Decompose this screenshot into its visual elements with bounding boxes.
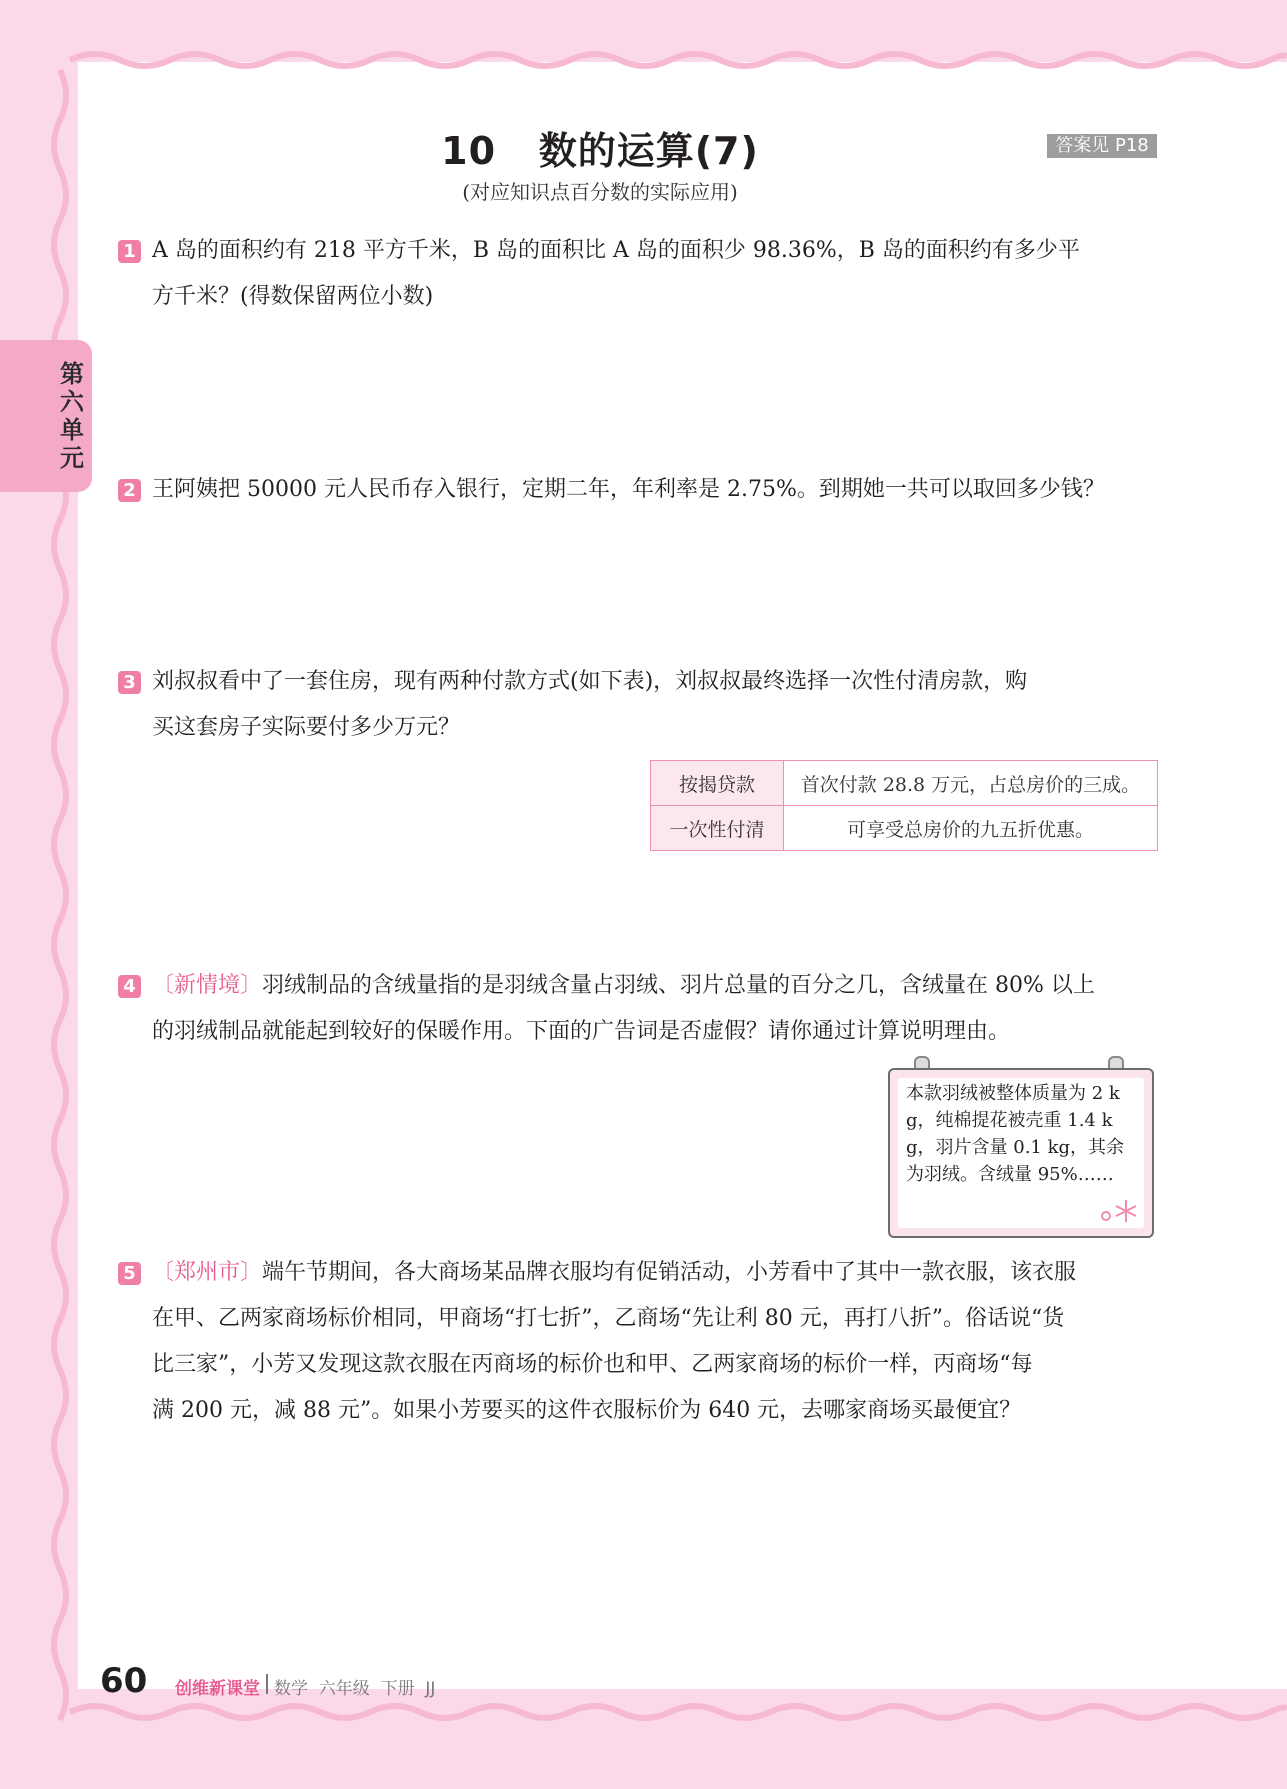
question-text-line: 买这套房子实际要付多少万元？ <box>152 715 461 740</box>
question-text-line: 王阿姨把 50000 元人民币存入银行，定期二年，年利率是 2.75%。到期她一共可以取回多少钱？ <box>152 477 1105 502</box>
page-title: 10 数的运算(7) <box>441 129 759 173</box>
snowflake-icon <box>1092 1196 1142 1226</box>
question-number-badge: 5 <box>118 1262 141 1285</box>
question-1 <box>118 228 1163 320</box>
table-cell-method: 按揭贷款 <box>651 761 784 806</box>
question-text-line: 方千米？(得数保留两位小数) <box>152 284 434 309</box>
unit-label: 第六单元 <box>60 360 84 472</box>
question-text-line: 〔新情境〕羽绒制品的含绒量指的是羽绒含量占羽绒、羽片总量的百分之几，含绒量在 80% 以上 <box>152 973 1095 998</box>
payment-methods-table <box>650 760 1158 851</box>
footer-brand: 创维新课堂 <box>175 1679 260 1699</box>
question-3 <box>118 659 1163 751</box>
question-text-line: 刘叔叔看中了一套住房，现有两种付款方式(如下表)，刘叔叔最终选择一次性付清房款，购 <box>152 669 1028 694</box>
advertisement-card <box>888 1068 1154 1238</box>
question-number-badge: 2 <box>118 479 141 502</box>
answer-reference-badge: 答案见 P18 <box>1047 134 1157 158</box>
table-cell-desc: 可享受总房价的九五折优惠。 <box>784 806 1158 851</box>
page-number: 60 <box>100 1661 148 1701</box>
question-text-line: 的羽绒制品就能起到较好的保暖作用。下面的广告词是否虚假？请你通过计算说明理由。 <box>152 1019 1011 1044</box>
question-number-badge: 4 <box>118 975 141 998</box>
page-subtitle: (对应知识点百分数的实际应用) <box>462 180 738 204</box>
question-text-line: 〔郑州市〕端午节期间，各大商场某品牌衣服均有促销活动，小芳看中了其中一款衣服，该衣服 <box>152 1260 1077 1285</box>
question-tag: 〔新情境〕 <box>152 973 263 998</box>
question-number-badge: 1 <box>118 240 141 263</box>
table-cell-desc: 首次付款 28.8 万元，占总房价的三成。 <box>784 761 1158 806</box>
question-number-badge: 3 <box>118 671 141 694</box>
table-cell-method: 一次性付清 <box>651 806 784 851</box>
table-row <box>651 806 1158 851</box>
table-row <box>651 761 1158 806</box>
advertisement-text: 本款羽绒被整体质量为 2 kg，纯棉提花被壳重 1.4 kg，羽片含量 0.1 kg，其余为羽绒。含绒量 95%…… <box>906 1083 1125 1185</box>
footer-divider <box>266 1674 268 1694</box>
question-4 <box>118 963 1163 1055</box>
question-tag: 〔郑州市〕 <box>152 1260 263 1285</box>
question-2 <box>118 467 1163 513</box>
footer-book-info: 数学 六年级 下册 JJ <box>274 1679 436 1699</box>
question-text-line: 在甲、乙两家商场标价相同，甲商场“打七折”，乙商场“先让利 80 元，再打八折”。俗话说“货 <box>152 1306 1065 1331</box>
question-text-line: 比三家”，小芳又发现这款衣服在丙商场的标价也和甲、乙两家商场的标价一样，丙商场“每 <box>152 1352 1033 1377</box>
question-5 <box>118 1250 1163 1434</box>
question-text-line: A 岛的面积约有 218 平方千米，B 岛的面积比 A 岛的面积少 98.36%，B 岛的面积约有多少平 <box>152 238 1080 263</box>
question-text-line: 满 200 元，减 88 元”。如果小芳要买的这件衣服标价为 640 元，去哪家商场买最便宜？ <box>152 1398 1022 1423</box>
